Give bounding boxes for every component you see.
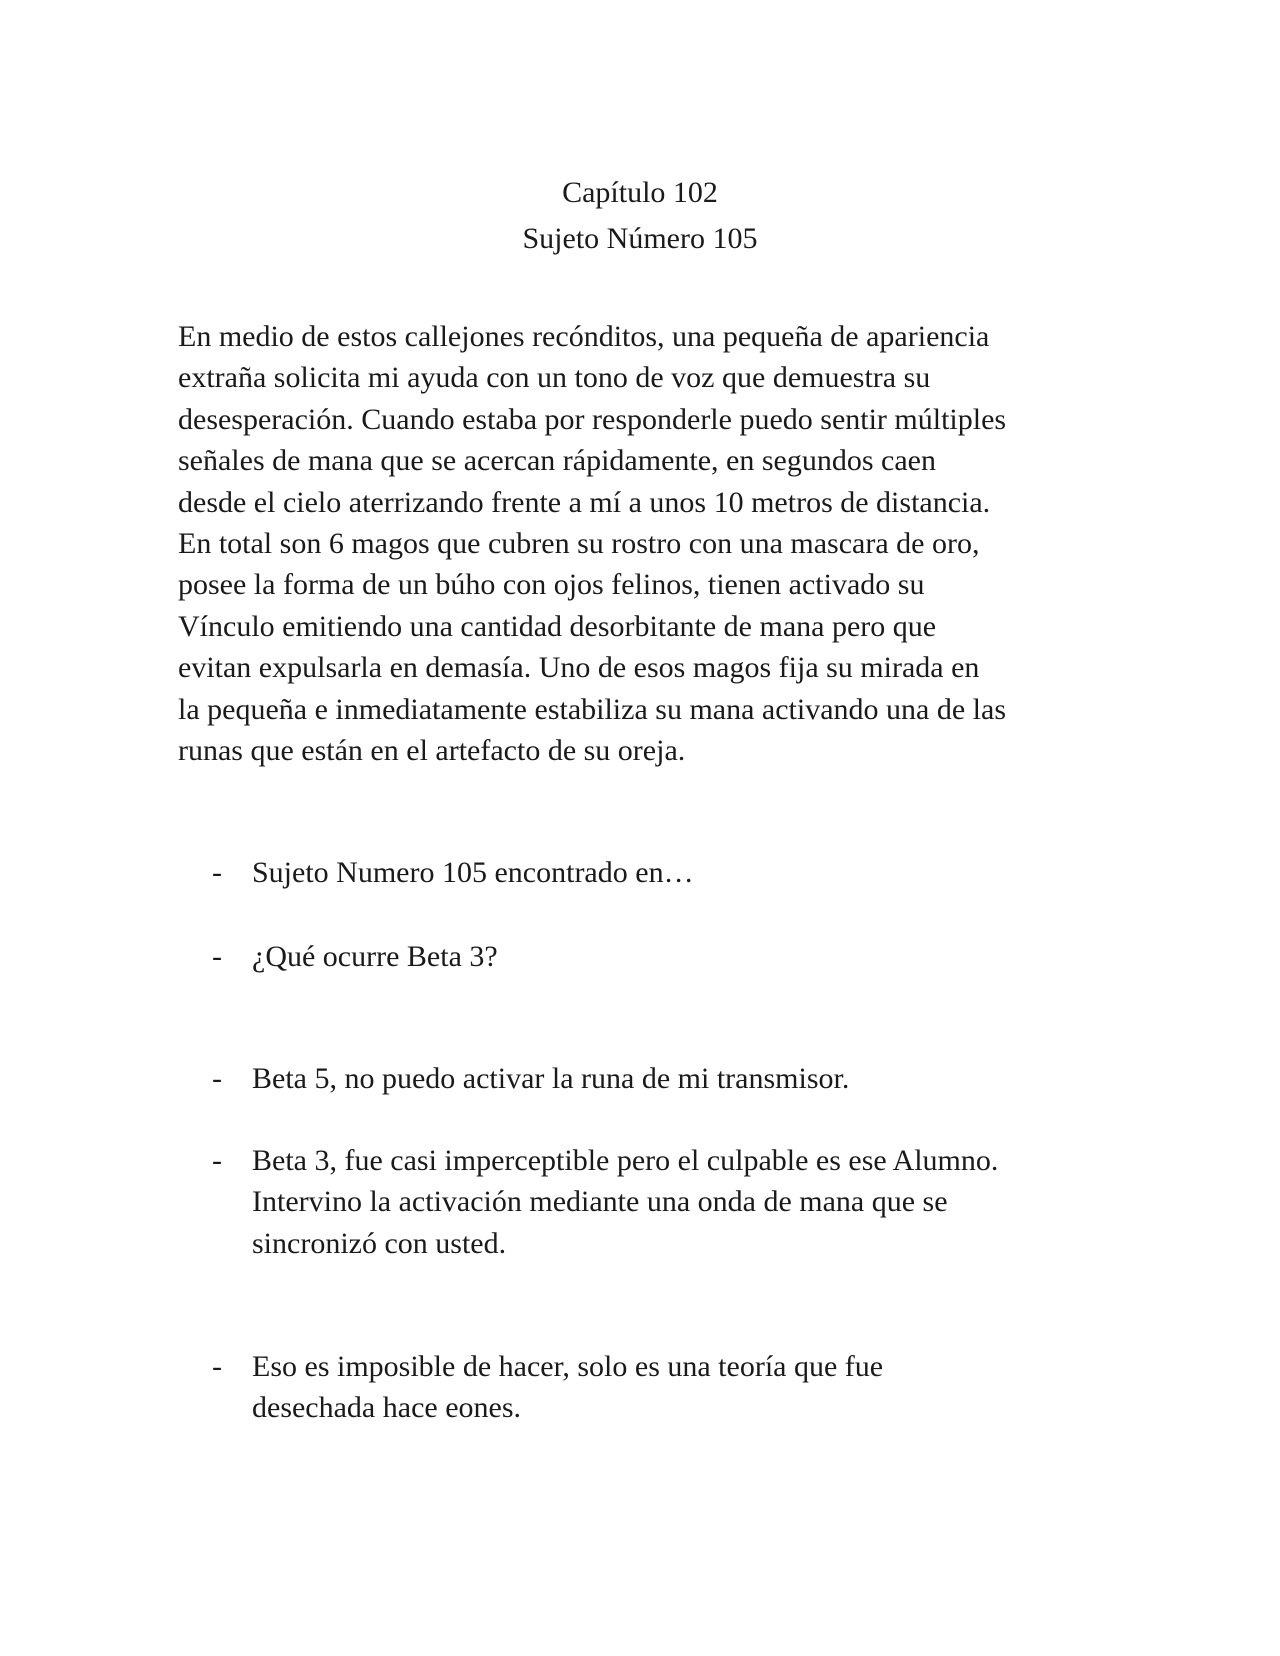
chapter-number: Capítulo 102: [562, 176, 718, 209]
dialogue-text: [252, 1140, 1112, 1264]
dialogue-text: [252, 1058, 1112, 1099]
paragraph-line: En total son 6 magos que cubren su rostro con una mascara de oro,: [178, 527, 980, 561]
chapter-title: Sujeto Número 105: [522, 222, 758, 255]
dialogue-dash: -: [212, 856, 222, 889]
paragraph-line: señales de mana que se acercan rápidamente, en segundos caen: [178, 444, 936, 478]
paragraph-line: Vínculo emitiendo una cantidad desorbitante de mana pero que: [178, 609, 937, 643]
dialogue-text: [252, 852, 1112, 893]
dialogue-text-line: Beta 3, fue casi imperceptible pero el culpable es ese Alumno.: [252, 1144, 999, 1177]
paragraph-line: En medio de estos callejones recónditos, una pequeña de apariencia: [178, 320, 990, 353]
dialogue-text-line: Sujeto Numero 105 encontrado en…: [252, 856, 694, 889]
paragraph-line: runas que están en el artefacto de su oreja.: [178, 734, 686, 768]
dialogue-dash: -: [212, 1144, 222, 1177]
dialogue-text-line: sincronizó con usted.: [252, 1226, 507, 1260]
dialogue-text-line: Eso es imposible de hacer, solo es una teoría que fue: [252, 1350, 884, 1383]
paragraph-line: evitan expulsarla en demasía. Uno de esos magos fija su mirada en: [178, 651, 980, 685]
dialogue-text: [252, 1346, 1112, 1429]
dialogue-dash: -: [212, 1062, 222, 1095]
narrative-paragraph: [178, 316, 1128, 771]
paragraph-line: posee la forma de un búho con ojos felinos, tienen activado su: [178, 568, 925, 602]
paragraph-line: desde el cielo aterrizando frente a mí a unos 10 metros de distancia.: [178, 485, 991, 519]
paragraph-line: desesperación. Cuando estaba por responderle puedo sentir múltiples: [178, 402, 1007, 436]
dialogue-dash: -: [212, 940, 222, 973]
dialogue-text-line: Beta 5, no puedo activar la runa de mi transmisor.: [252, 1062, 850, 1095]
dialogue-text: [252, 936, 1112, 977]
dialogue-text-line: ¿Qué ocurre Beta 3?: [252, 940, 498, 973]
dialogue-dash: -: [212, 1350, 222, 1383]
dialogue-text-line: desechada hace eones.: [252, 1391, 522, 1425]
paragraph-line: extraña solicita mi ayuda con un tono de voz que demuestra su: [178, 361, 931, 395]
paragraph-line: la pequeña e inmediatamente estabiliza su mana activando una de las: [178, 692, 1006, 726]
dialogue-text-line: Intervino la activación mediante una onda de mana que se: [252, 1185, 948, 1219]
